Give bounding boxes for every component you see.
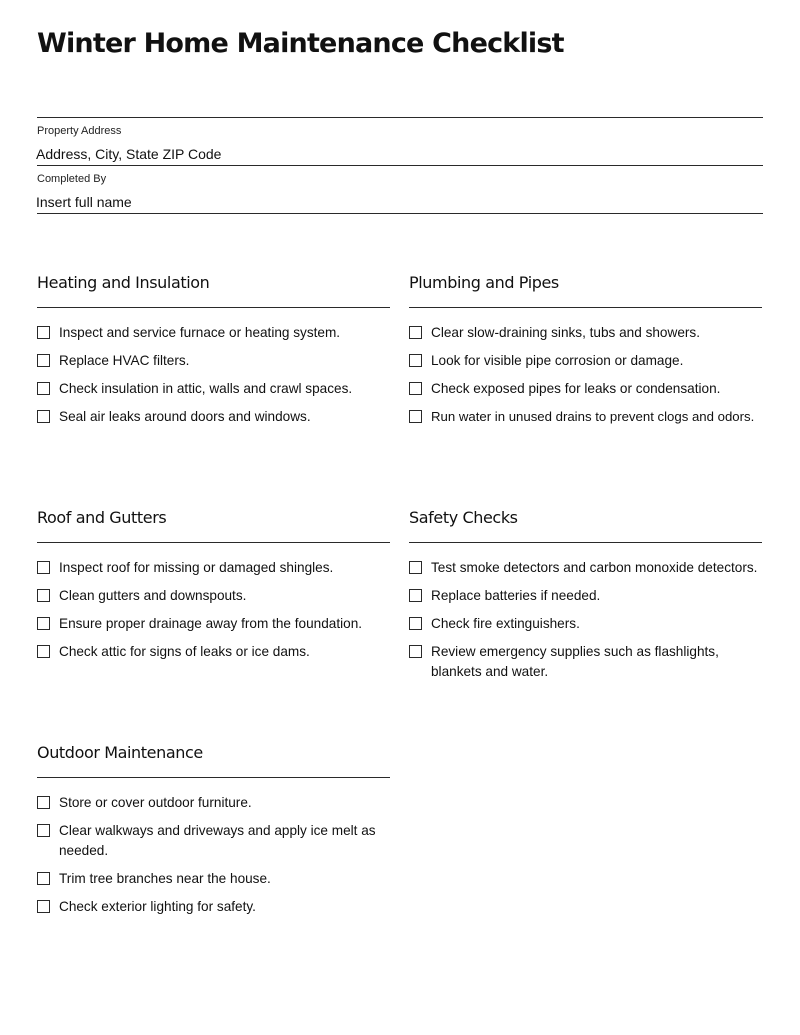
page-title: Winter Home Maintenance Checklist xyxy=(37,28,564,59)
checklist-item-label: Ensure proper drainage away from the foundation. xyxy=(59,616,363,631)
checklist-item xyxy=(37,869,390,889)
checkbox[interactable] xyxy=(409,382,422,395)
checklist-heating xyxy=(37,308,390,427)
checklist-item xyxy=(409,323,762,343)
completed-by-value[interactable]: Insert full name xyxy=(36,194,132,210)
checklist-outdoor xyxy=(37,778,390,917)
checklist-item-label: Look for visible pipe corrosion or damage. xyxy=(431,353,684,368)
checklist-item xyxy=(409,558,762,578)
checklist-item xyxy=(409,614,762,634)
checkbox[interactable] xyxy=(37,900,50,913)
section-outdoor xyxy=(37,741,390,925)
checkbox[interactable] xyxy=(409,617,422,630)
checkbox[interactable] xyxy=(37,645,50,658)
checklist-item xyxy=(37,821,390,861)
checklist-item-label: Test smoke detectors and carbon monoxide detectors. xyxy=(431,560,758,575)
completed-by-field[interactable] xyxy=(37,166,763,214)
checklist-item xyxy=(37,793,390,813)
checkbox[interactable] xyxy=(37,824,50,837)
checklist-item xyxy=(37,407,390,427)
property-address-field[interactable] xyxy=(37,118,763,166)
checklist-item-label: Clean gutters and downspouts. xyxy=(59,588,247,603)
checkbox[interactable] xyxy=(37,589,50,602)
section-safety xyxy=(409,506,762,690)
checkbox[interactable] xyxy=(37,326,50,339)
checklist-item xyxy=(409,407,762,427)
checklist-item xyxy=(37,614,390,634)
checklist-item-label: Store or cover outdoor furniture. xyxy=(59,795,252,810)
checklist-item xyxy=(409,586,762,606)
checklist-item-label: Seal air leaks around doors and windows. xyxy=(59,409,311,424)
section-roof xyxy=(37,506,390,670)
checklist-item xyxy=(409,351,762,371)
checkbox[interactable] xyxy=(409,561,422,574)
completed-by-label: Completed By xyxy=(37,173,107,185)
property-address-value[interactable]: Address, City, State ZIP Code xyxy=(36,146,222,162)
checklist-roof xyxy=(37,543,390,662)
checklist-item xyxy=(37,379,390,399)
checklist-item-label: Replace HVAC filters. xyxy=(59,353,190,368)
checklist-item-label: Check exposed pipes for leaks or condensation. xyxy=(431,381,721,396)
checklist-item-label: Clear slow-draining sinks, tubs and showers. xyxy=(431,325,700,340)
checkbox[interactable] xyxy=(37,796,50,809)
section-heating xyxy=(37,271,390,435)
checkbox[interactable] xyxy=(409,354,422,367)
checklist-plumbing xyxy=(409,308,762,427)
checklist-item xyxy=(37,323,390,343)
checklist-item xyxy=(37,351,390,371)
checklist-item-label: Check insulation in attic, walls and crawl spaces. xyxy=(59,381,353,396)
checkbox[interactable] xyxy=(37,410,50,423)
checklist-item-label: Check exterior lighting for safety. xyxy=(59,899,256,914)
section-title-plumbing: Plumbing and Pipes xyxy=(409,273,559,292)
checklist-page xyxy=(37,0,763,1035)
checklist-item xyxy=(409,642,762,682)
info-fields xyxy=(37,117,763,214)
section-title-roof: Roof and Gutters xyxy=(37,508,167,527)
section-title-safety: Safety Checks xyxy=(409,508,518,527)
checkbox[interactable] xyxy=(37,872,50,885)
checklist-item-label: Replace batteries if needed. xyxy=(431,588,601,603)
section-title-outdoor: Outdoor Maintenance xyxy=(37,743,203,762)
checklist-item xyxy=(37,897,390,917)
checkbox[interactable] xyxy=(37,617,50,630)
checklist-item-label: Clear walkways and driveways and apply ice melt as needed. xyxy=(59,823,376,858)
checklist-item xyxy=(409,379,762,399)
checkbox[interactable] xyxy=(37,561,50,574)
checkbox[interactable] xyxy=(37,382,50,395)
checklist-item-label: Review emergency supplies such as flashlights, blankets and water. xyxy=(431,644,719,679)
checkbox[interactable] xyxy=(409,589,422,602)
checklist-item xyxy=(37,558,390,578)
checklist-item-label: Check attic for signs of leaks or ice dams. xyxy=(59,644,310,659)
checklist-item-label: Inspect roof for missing or damaged shingles. xyxy=(59,560,334,575)
checklist-item-label: Inspect and service furnace or heating system. xyxy=(59,325,341,340)
checklist-item xyxy=(37,642,390,662)
checkbox[interactable] xyxy=(409,410,422,423)
checklist-item-label: Trim tree branches near the house. xyxy=(59,871,271,886)
checkbox[interactable] xyxy=(409,326,422,339)
checklist-item-label: Run water in unused drains to prevent clogs and odors. xyxy=(431,409,755,424)
checklist-safety xyxy=(409,543,762,682)
checkbox[interactable] xyxy=(409,645,422,658)
checklist-item xyxy=(37,586,390,606)
section-plumbing xyxy=(409,271,762,435)
property-address-label: Property Address xyxy=(37,125,122,137)
checklist-item-label: Check fire extinguishers. xyxy=(431,616,580,631)
section-title-heating: Heating and Insulation xyxy=(37,273,210,292)
checkbox[interactable] xyxy=(37,354,50,367)
